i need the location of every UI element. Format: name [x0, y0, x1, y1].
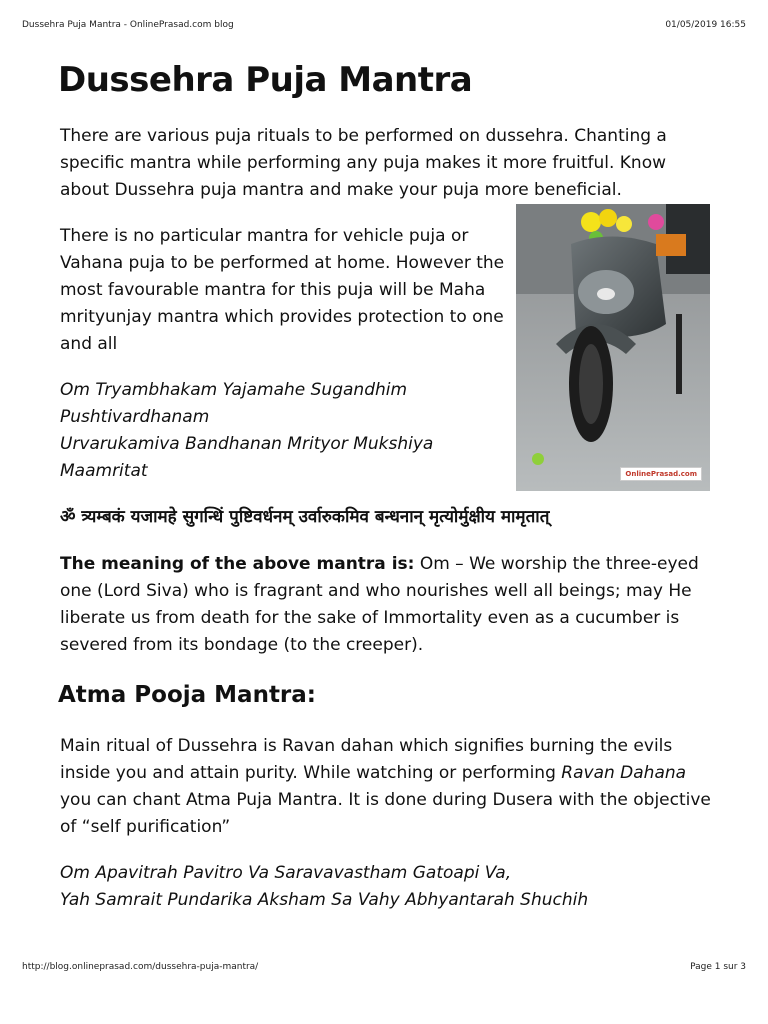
mantra-transliteration	[60, 377, 510, 485]
mantra-line: Yah Samrait Pundarika Aksham Sa Vahy Abhyantarah Shuchih	[60, 890, 589, 910]
print-header-title: Dussehra Puja Mantra - OnlinePrasad.com blog	[22, 20, 234, 30]
mantra-line: Pushtivardhanam	[60, 407, 210, 427]
mantra-meaning-paragraph	[60, 551, 720, 659]
scooter-illustration	[516, 204, 710, 491]
mantra-line: Om Tryambhakam Yajamahe Sugandhim	[60, 380, 408, 400]
print-header-datetime: 01/05/2019 16:55	[665, 20, 746, 30]
intro-paragraph: There are various puja rituals to be performed on dussehra. Chanting a specific mantra while performing any puja makes it more fruitful. Know about Dussehra puja mantra and make your puja more beneficial.	[60, 126, 667, 200]
mantra-line: Maamritat	[60, 461, 148, 481]
section-title-atma-pooja: Atma Pooja Mantra:	[58, 682, 316, 708]
print-footer-page: Page 1 sur 3	[690, 962, 746, 972]
atma-text-before: Main ritual of Dussehra is Ravan dahan which signifies burning the evils inside you and attain purity. While watching or performing	[60, 736, 673, 783]
scooter-photo	[516, 204, 710, 491]
onlineprasad-logo: OnlinePrasad.com	[620, 467, 702, 481]
meaning-label: The meaning of the above mantra is:	[60, 554, 415, 574]
mantra-line: Om Apavitrah Pavitro Va Saravavastham Gatoapi Va,	[60, 863, 512, 883]
page-title: Dussehra Puja Mantra	[58, 60, 473, 100]
atma-mantra	[60, 860, 740, 914]
ravan-dahana-emphasis: Ravan Dahana	[561, 763, 687, 783]
mantra-line: Urvarukamiva Bandhanan Mrityor Mukshiya	[60, 434, 434, 454]
mantra-devanagari: ॐ त्र्यम्बकं यजामहे सुगन्धिं पुष्टिवर्धनम् उर्वारुकमिव बन्धनान् मृत्योर्मुक्षीय मामृतात्	[60, 507, 550, 527]
vehicle-puja-paragraph: There is no particular mantra for vehicle puja or Vahana puja to be performed at home. However the most favourable mantra for this puja will be Maha mrityunjay mantra which provides protection to one and all	[60, 226, 505, 354]
print-footer-url: http://blog.onlineprasad.com/dussehra-puja-mantra/	[22, 962, 259, 972]
atma-pooja-paragraph	[60, 733, 720, 841]
atma-text-after: you can chant Atma Puja Mantra. It is done during Dusera with the objective of “self purification”	[60, 790, 711, 837]
meaning-text: Om – We worship the three-eyed one (Lord Siva) who is fragrant and who nourishes well all beings; may He liberate us from death for the sake of Immortality even as a cucumber is severed from its bondage (to the creeper).	[60, 554, 699, 655]
